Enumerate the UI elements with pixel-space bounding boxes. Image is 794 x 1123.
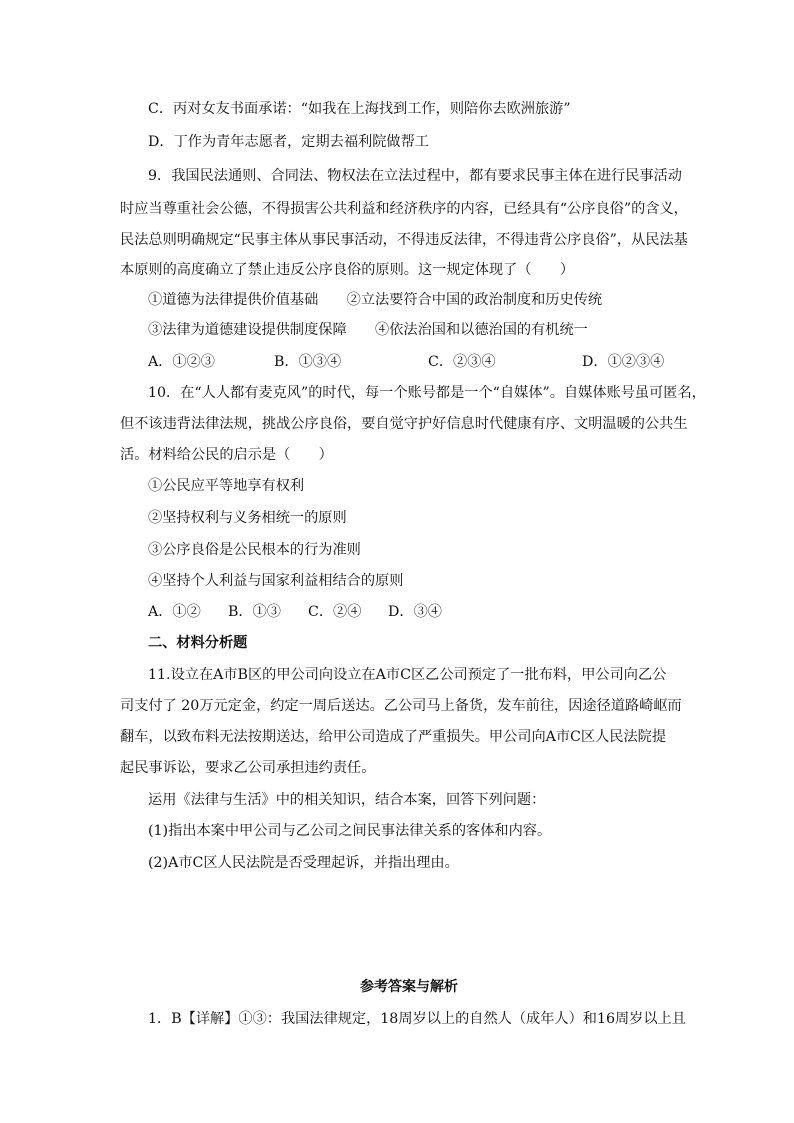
- q9-choices: [148, 352, 664, 372]
- answer-line: 1．B【详解】①③：我国法律规定，18周岁以上的自然人（成年人）和16周岁以上且: [148, 1011, 686, 1027]
- q10-item: ④坚持个人利益与国家利益相结合的原则: [148, 573, 404, 589]
- answers-title: 参考答案与解析: [360, 979, 458, 995]
- q11-sub-question: (2)A市C区人民法院是否受理起诉，并指出理由。: [148, 855, 459, 871]
- q9-choice-b: B．①③④: [274, 354, 342, 370]
- q9-stem-line: 本原则的高度确立了禁止违反公序良俗的原则。这一规定体现了（ ）: [120, 262, 575, 278]
- q10-choice-c: C．②④: [308, 604, 362, 620]
- q10-choices: [148, 602, 442, 622]
- q10-choice-b: B．①③: [228, 604, 281, 620]
- q10-stem-line: 10．在“人人都有麦克风”的时代，每一个账号都是一个“自媒体”。自媒体账号虽可匿名，: [148, 385, 706, 401]
- q9-stem-line: 民法总则明确规定“民事主体从事民事活动，不得违反法律，不得违背公序良俗”，从民法基: [120, 232, 688, 248]
- q11-line: 司支付了 20万元定金，约定一周后送达。乙公司马上备货，发车前往，因途径道路崎岖而: [120, 698, 682, 714]
- q11-instruction: 运用《法律与生活》中的相关知识，结合本案，回答下列问题：: [148, 792, 546, 808]
- q10-choice-a: A．①②: [148, 604, 201, 620]
- q11-line: 11.设立在A市B区的甲公司向设立在A市C区乙公司预定了一批布料，甲公司向乙公: [148, 667, 667, 683]
- q11-line: 起民事诉讼，要求乙公司承担违约责任。: [120, 760, 376, 776]
- q9-item-line: ③法律为道德建设提供制度保障 ④依法治国和以德治国的有机统一: [148, 322, 588, 338]
- q9-item-line: ①道德为法律提供价值基础 ②立法要符合中国的政治制度和历史传统: [148, 292, 603, 308]
- q9-stem-line: 9．我国民法通则、合同法、物权法在立法过程中，都有要求民事主体在进行民事活动: [148, 168, 682, 184]
- q9-stem-line: 时应当尊重社会公德，不得损害公共利益和经济秩序的内容，已经具有“公序良俗”的含义，: [120, 201, 688, 217]
- q8-option-d: D．丁作为青年志愿者，定期去福利院做帮工: [148, 134, 429, 150]
- q11-sub-question: (1)指出本案中甲公司与乙公司之间民事法律关系的客体和内容。: [148, 823, 552, 839]
- q9-choice-d: D．①②③④: [582, 354, 665, 370]
- q10-item: ②坚持权利与义务相统一的原则: [148, 510, 347, 526]
- q10-item: ③公序良俗是公民根本的行为准则: [148, 542, 361, 558]
- q9-choice-c: C．②③④: [428, 354, 496, 370]
- q10-stem-line: 但不该违背法律法规，挑战公序良俗，要自觉守护好信息时代健康有序、文明温暖的公共生: [120, 416, 688, 432]
- section-heading: 二、材料分析题: [148, 635, 248, 651]
- q9-choice-a: A．①②③: [148, 354, 215, 370]
- q11-line: 翻车，以致布料无法按期送达，给甲公司造成了严重损失。甲公司向A市C区人民法院提: [120, 729, 667, 745]
- q8-option-c: C．丙对女友书面承诺：“如我在上海找到工作，则陪你去欧洲旅游”: [148, 101, 571, 117]
- q10-item: ①公民应平等地享有权利: [148, 478, 305, 494]
- q10-choice-d: D．③④: [388, 604, 442, 620]
- q10-stem-line: 活。材料给公民的启示是（ ）: [120, 447, 333, 463]
